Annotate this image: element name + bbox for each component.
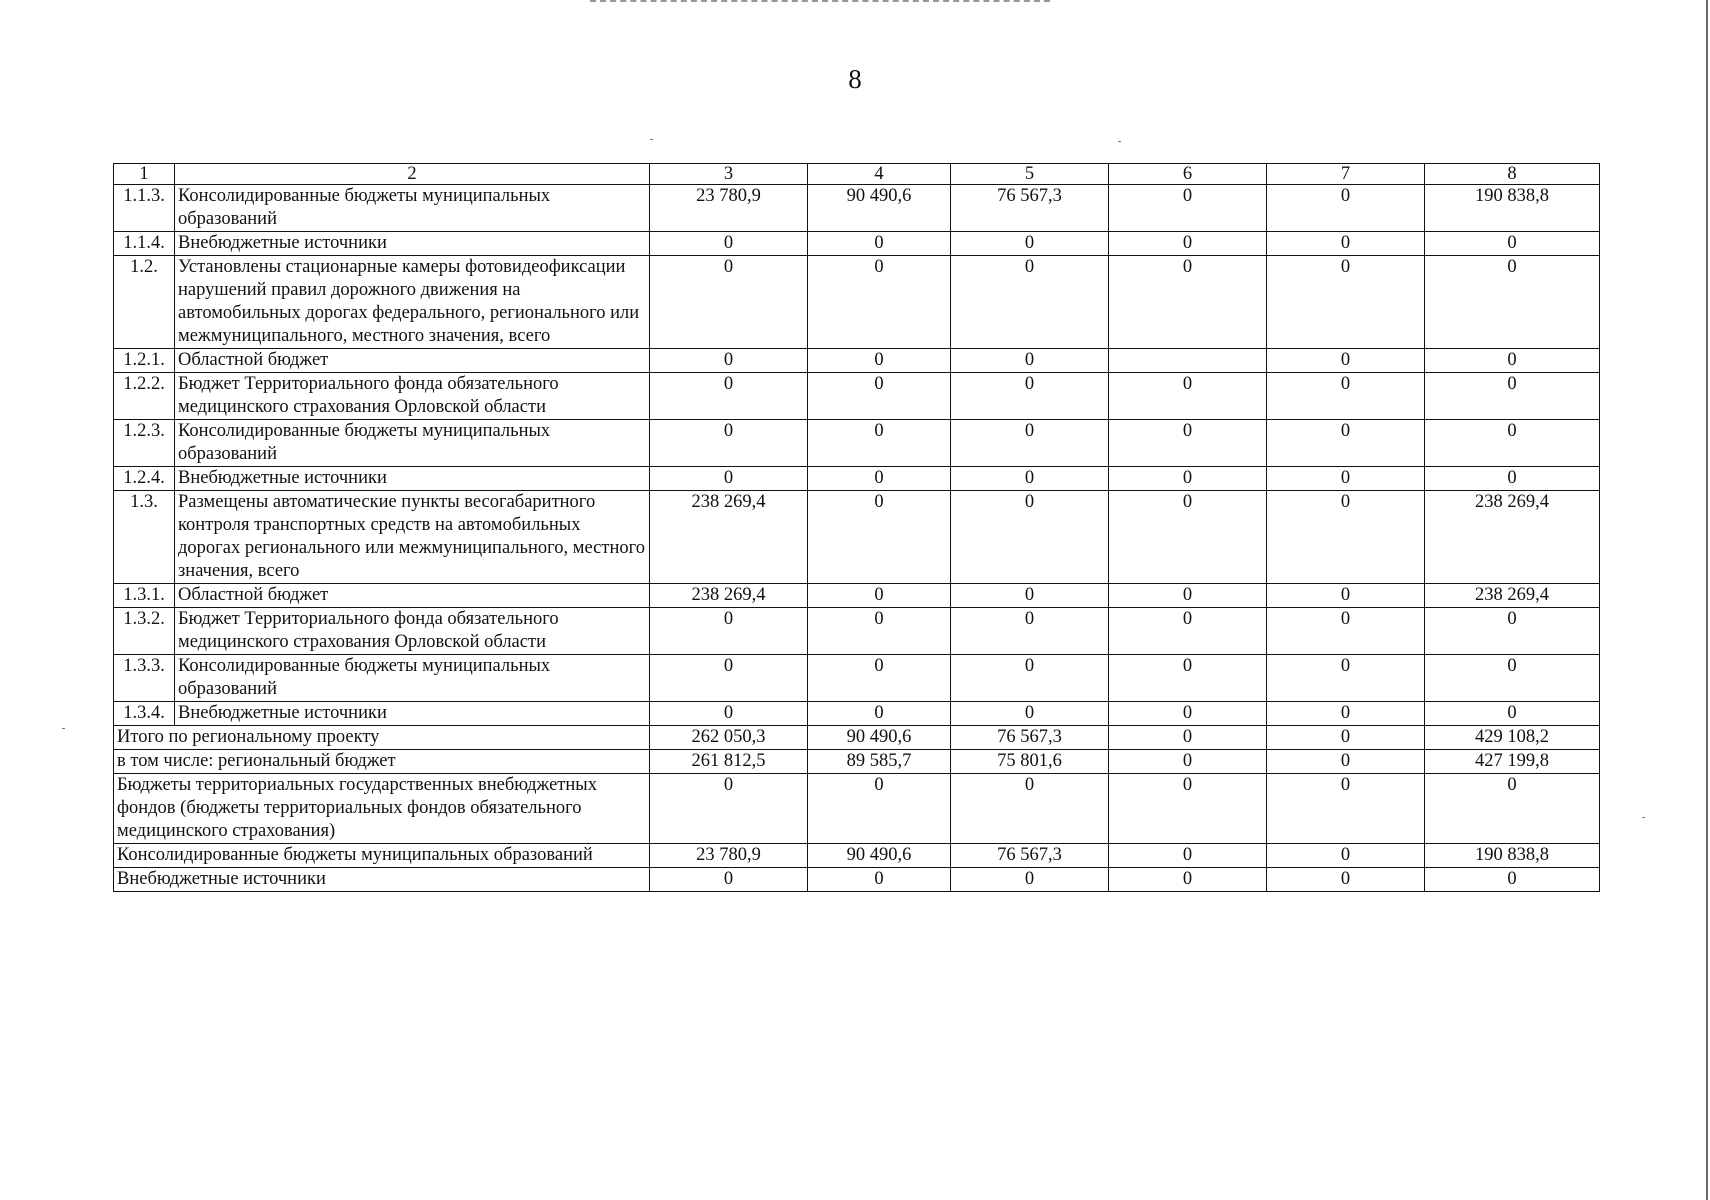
column-number: 8 bbox=[1425, 164, 1600, 185]
row-value bbox=[1109, 349, 1267, 373]
table-row bbox=[114, 232, 1600, 256]
row-name: Бюджет Территориального фонда обязательного медицинского страхования Орловской области bbox=[175, 373, 650, 420]
row-value: 0 bbox=[951, 420, 1109, 467]
breakdown-value: 0 bbox=[1109, 774, 1267, 844]
row-value: 0 bbox=[1109, 608, 1267, 655]
table-row bbox=[114, 373, 1600, 420]
row-value: 0 bbox=[1425, 608, 1600, 655]
row-code: 1.3.4. bbox=[114, 702, 175, 726]
row-value: 0 bbox=[650, 232, 808, 256]
row-value: 0 bbox=[1109, 467, 1267, 491]
row-value: 0 bbox=[1109, 256, 1267, 349]
row-value: 0 bbox=[650, 467, 808, 491]
row-code: 1.3. bbox=[114, 491, 175, 584]
row-value: 0 bbox=[808, 655, 951, 702]
breakdown-value: 0 bbox=[1267, 750, 1425, 774]
row-code: 1.2.4. bbox=[114, 467, 175, 491]
row-value: 238 269,4 bbox=[1425, 584, 1600, 608]
row-value: 0 bbox=[1267, 185, 1425, 232]
row-value: 0 bbox=[808, 584, 951, 608]
breakdown-value: 90 490,6 bbox=[808, 844, 951, 868]
row-value: 0 bbox=[1267, 702, 1425, 726]
breakdown-value: 0 bbox=[1267, 844, 1425, 868]
row-value: 0 bbox=[951, 702, 1109, 726]
table-row bbox=[114, 584, 1600, 608]
breakdown-value: 0 bbox=[1109, 844, 1267, 868]
row-value: 0 bbox=[951, 232, 1109, 256]
row-value: 0 bbox=[1267, 655, 1425, 702]
scan-edge-top bbox=[590, 0, 1050, 4]
row-value: 0 bbox=[808, 491, 951, 584]
row-value: 23 780,9 bbox=[650, 185, 808, 232]
row-value: 0 bbox=[951, 256, 1109, 349]
table-row bbox=[114, 420, 1600, 467]
breakdown-value: 76 567,3 bbox=[951, 844, 1109, 868]
breakdown-value: 261 812,5 bbox=[650, 750, 808, 774]
row-value: 0 bbox=[1109, 584, 1267, 608]
total-value: 76 567,3 bbox=[951, 726, 1109, 750]
breakdown-value: 427 199,8 bbox=[1425, 750, 1600, 774]
breakdown-value: 0 bbox=[1109, 868, 1267, 892]
row-value: 0 bbox=[1425, 232, 1600, 256]
row-value: 0 bbox=[951, 584, 1109, 608]
row-value: 190 838,8 bbox=[1425, 185, 1600, 232]
row-value: 0 bbox=[1425, 256, 1600, 349]
row-value: 0 bbox=[951, 491, 1109, 584]
total-value: 0 bbox=[1267, 726, 1425, 750]
row-name: Установлены стационарные камеры фотовидеофиксации нарушений правил дорожного движения на автомобильных дорогах федерального, регионального или межмуниципального, местного значения, всего bbox=[175, 256, 650, 349]
row-value: 0 bbox=[1109, 373, 1267, 420]
breakdown-value: 0 bbox=[1425, 868, 1600, 892]
row-value: 0 bbox=[951, 373, 1109, 420]
row-value: 0 bbox=[808, 420, 951, 467]
row-value: 0 bbox=[1109, 185, 1267, 232]
row-value: 0 bbox=[808, 256, 951, 349]
breakdown-row bbox=[114, 844, 1600, 868]
row-value: 0 bbox=[1267, 349, 1425, 373]
row-code: 1.3.3. bbox=[114, 655, 175, 702]
total-value: 429 108,2 bbox=[1425, 726, 1600, 750]
row-value: 0 bbox=[1425, 373, 1600, 420]
scan-speck bbox=[1118, 141, 1121, 142]
breakdown-label: Консолидированные бюджеты муниципальных образований bbox=[114, 844, 650, 868]
row-value: 238 269,4 bbox=[650, 584, 808, 608]
row-value: 0 bbox=[1109, 702, 1267, 726]
breakdown-value: 0 bbox=[650, 774, 808, 844]
row-value: 0 bbox=[808, 608, 951, 655]
row-value: 0 bbox=[1425, 655, 1600, 702]
row-code: 1.3.1. bbox=[114, 584, 175, 608]
page-number: 8 bbox=[848, 64, 862, 94]
row-value: 238 269,4 bbox=[650, 491, 808, 584]
breakdown-value: 190 838,8 bbox=[1425, 844, 1600, 868]
row-name: Консолидированные бюджеты муниципальных образований bbox=[175, 185, 650, 232]
table-row bbox=[114, 655, 1600, 702]
column-number: 5 bbox=[951, 164, 1109, 185]
breakdown-value: 0 bbox=[1267, 774, 1425, 844]
row-value: 0 bbox=[1425, 702, 1600, 726]
table-row bbox=[114, 256, 1600, 349]
table-row bbox=[114, 702, 1600, 726]
column-number: 4 bbox=[808, 164, 951, 185]
row-value: 0 bbox=[650, 373, 808, 420]
table-row bbox=[114, 185, 1600, 232]
row-value: 0 bbox=[1109, 655, 1267, 702]
budget-table bbox=[113, 163, 1600, 892]
row-name: Областной бюджет bbox=[175, 349, 650, 373]
row-value: 0 bbox=[1267, 491, 1425, 584]
breakdown-row bbox=[114, 750, 1600, 774]
table-row bbox=[114, 608, 1600, 655]
row-value: 76 567,3 bbox=[951, 185, 1109, 232]
row-value: 0 bbox=[1109, 232, 1267, 256]
breakdown-value: 0 bbox=[650, 868, 808, 892]
row-name: Размещены автоматические пункты весогабаритного контроля транспортных средств на автомобильных дорогах регионального или межмуниципального, местного значения, всего bbox=[175, 491, 650, 584]
row-name: Внебюджетные источники bbox=[175, 702, 650, 726]
breakdown-value: 0 bbox=[951, 774, 1109, 844]
row-value: 90 490,6 bbox=[808, 185, 951, 232]
breakdown-label: в том числе: региональный бюджет bbox=[114, 750, 650, 774]
row-value: 0 bbox=[1109, 491, 1267, 584]
row-value: 0 bbox=[808, 702, 951, 726]
row-value: 0 bbox=[650, 702, 808, 726]
total-value: 0 bbox=[1109, 726, 1267, 750]
row-value: 238 269,4 bbox=[1425, 491, 1600, 584]
column-number: 3 bbox=[650, 164, 808, 185]
row-code: 1.2.1. bbox=[114, 349, 175, 373]
row-value: 0 bbox=[951, 655, 1109, 702]
breakdown-row bbox=[114, 868, 1600, 892]
column-number-row bbox=[114, 164, 1600, 185]
row-code: 1.3.2. bbox=[114, 608, 175, 655]
row-value: 0 bbox=[1267, 467, 1425, 491]
table-row bbox=[114, 467, 1600, 491]
row-value: 0 bbox=[808, 467, 951, 491]
breakdown-value: 0 bbox=[808, 774, 951, 844]
row-value: 0 bbox=[808, 349, 951, 373]
breakdown-value: 0 bbox=[1425, 774, 1600, 844]
row-value: 0 bbox=[808, 373, 951, 420]
row-name: Консолидированные бюджеты муниципальных образований bbox=[175, 420, 650, 467]
breakdown-value: 23 780,9 bbox=[650, 844, 808, 868]
row-code: 1.2.2. bbox=[114, 373, 175, 420]
row-value: 0 bbox=[951, 349, 1109, 373]
row-value: 0 bbox=[1267, 584, 1425, 608]
breakdown-value: 89 585,7 bbox=[808, 750, 951, 774]
row-code: 1.2.3. bbox=[114, 420, 175, 467]
row-value: 0 bbox=[650, 256, 808, 349]
table-row bbox=[114, 349, 1600, 373]
column-number: 7 bbox=[1267, 164, 1425, 185]
scan-speck bbox=[62, 728, 65, 729]
row-value: 0 bbox=[1425, 467, 1600, 491]
total-value: 90 490,6 bbox=[808, 726, 951, 750]
row-value: 0 bbox=[1267, 373, 1425, 420]
row-name: Консолидированные бюджеты муниципальных образований bbox=[175, 655, 650, 702]
breakdown-row bbox=[114, 774, 1600, 844]
row-value: 0 bbox=[1425, 349, 1600, 373]
breakdown-label: Бюджеты территориальных государственных внебюджетных фондов (бюджеты территориальных фондов обязательного медицинского страхования) bbox=[114, 774, 650, 844]
row-value: 0 bbox=[1267, 256, 1425, 349]
row-value: 0 bbox=[650, 349, 808, 373]
row-code: 1.2. bbox=[114, 256, 175, 349]
row-value: 0 bbox=[1425, 420, 1600, 467]
row-name: Внебюджетные источники bbox=[175, 232, 650, 256]
row-name: Бюджет Территориального фонда обязательного медицинского страхования Орловской области bbox=[175, 608, 650, 655]
row-value: 0 bbox=[1267, 232, 1425, 256]
row-value: 0 bbox=[1267, 608, 1425, 655]
row-value: 0 bbox=[650, 608, 808, 655]
scan-speck bbox=[1642, 817, 1645, 818]
total-label: Итого по региональному проекту bbox=[114, 726, 650, 750]
column-number: 6 bbox=[1109, 164, 1267, 185]
total-row bbox=[114, 726, 1600, 750]
breakdown-value: 0 bbox=[1267, 868, 1425, 892]
row-value: 0 bbox=[808, 232, 951, 256]
row-value: 0 bbox=[951, 467, 1109, 491]
total-value: 262 050,3 bbox=[650, 726, 808, 750]
scan-edge-right bbox=[1706, 0, 1708, 1200]
table-row bbox=[114, 491, 1600, 584]
breakdown-value: 0 bbox=[951, 868, 1109, 892]
breakdown-label: Внебюджетные источники bbox=[114, 868, 650, 892]
breakdown-value: 0 bbox=[1109, 750, 1267, 774]
row-code: 1.1.3. bbox=[114, 185, 175, 232]
row-value: 0 bbox=[1267, 420, 1425, 467]
row-value: 0 bbox=[650, 420, 808, 467]
breakdown-value: 0 bbox=[808, 868, 951, 892]
row-name: Областной бюджет bbox=[175, 584, 650, 608]
row-value: 0 bbox=[1109, 420, 1267, 467]
row-value: 0 bbox=[951, 608, 1109, 655]
row-name: Внебюджетные источники bbox=[175, 467, 650, 491]
row-value: 0 bbox=[650, 655, 808, 702]
breakdown-value: 75 801,6 bbox=[951, 750, 1109, 774]
column-number: 1 bbox=[114, 164, 175, 185]
column-number: 2 bbox=[175, 164, 650, 185]
row-code: 1.1.4. bbox=[114, 232, 175, 256]
scan-speck bbox=[650, 139, 653, 140]
